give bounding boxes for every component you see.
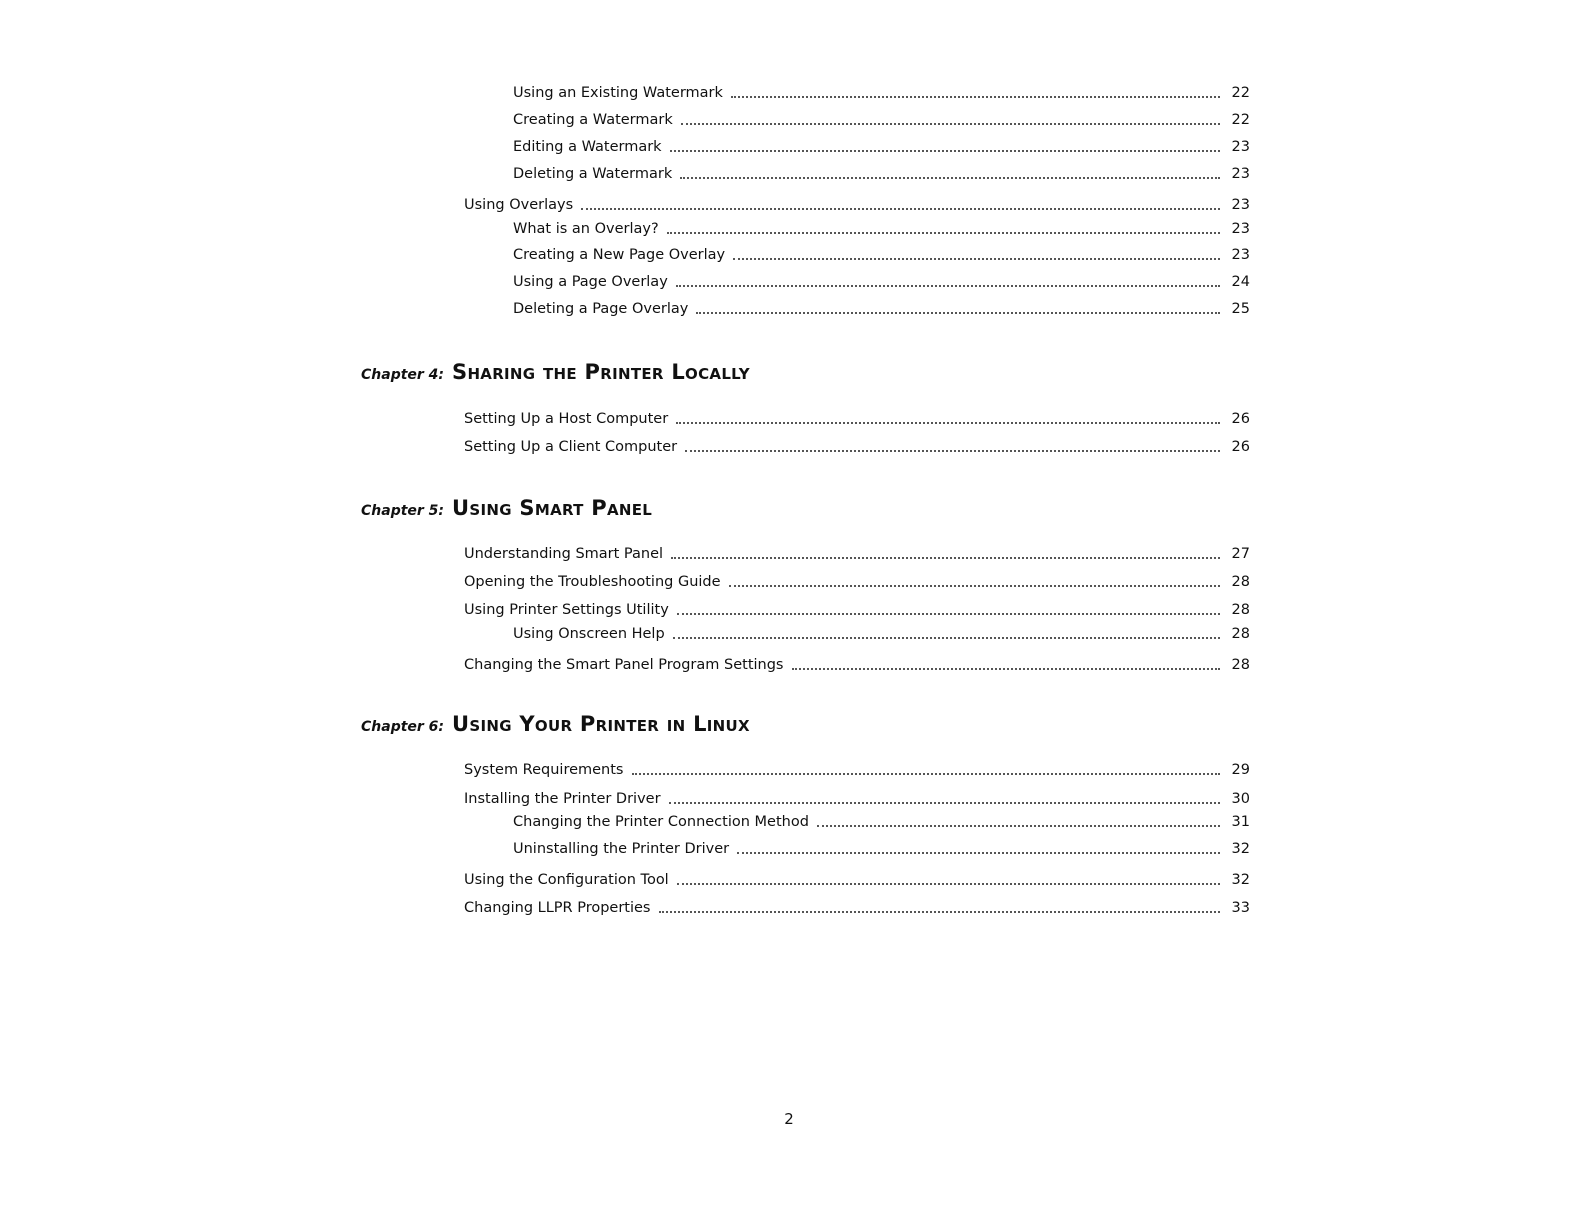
dot-leader bbox=[659, 911, 1221, 913]
dot-leader bbox=[696, 312, 1220, 314]
toc-entry[interactable] bbox=[513, 132, 1250, 156]
chapter-title: Using Smart Panel bbox=[452, 496, 653, 520]
toc-entry[interactable] bbox=[464, 432, 1250, 456]
toc-entry-title: Setting Up a Client Computer bbox=[464, 439, 678, 455]
dot-leader bbox=[671, 557, 1220, 559]
toc-entry-page: 30 bbox=[1231, 791, 1250, 807]
chapter-label: Chapter 4: bbox=[361, 367, 445, 383]
toc-entry-page: 22 bbox=[1231, 85, 1250, 101]
toc-entry-page: 23 bbox=[1231, 247, 1250, 263]
dot-leader bbox=[676, 285, 1220, 287]
toc-entry-page: 25 bbox=[1231, 301, 1250, 317]
chapter-title: Sharing the Printer Locally bbox=[452, 360, 750, 384]
chapter-label: Chapter 6: bbox=[361, 719, 445, 735]
toc-entry-title: Changing LLPR Properties bbox=[464, 900, 651, 916]
dot-leader bbox=[729, 585, 1220, 587]
toc-entry[interactable] bbox=[464, 755, 1250, 779]
toc-entry-page: 26 bbox=[1231, 439, 1250, 455]
toc-entry-title: Using Onscreen Help bbox=[513, 626, 665, 642]
toc-entry[interactable] bbox=[464, 865, 1250, 889]
chapter-6-heading[interactable] bbox=[361, 712, 750, 742]
chapter-label: Chapter 5: bbox=[361, 503, 445, 519]
toc-entry[interactable] bbox=[464, 567, 1250, 591]
toc-entry-title: Using a Page Overlay bbox=[513, 274, 668, 290]
dot-leader bbox=[581, 208, 1220, 210]
dot-leader bbox=[680, 177, 1220, 179]
chapter-title: Using Your Printer in Linux bbox=[452, 712, 750, 736]
toc-entry-page: 29 bbox=[1231, 762, 1250, 778]
dot-leader bbox=[669, 802, 1220, 804]
toc-entry[interactable] bbox=[513, 240, 1250, 264]
toc-entry-title: Creating a Watermark bbox=[513, 112, 673, 128]
toc-entry-title: Understanding Smart Panel bbox=[464, 546, 664, 562]
toc-entry-title: Deleting a Watermark bbox=[513, 166, 673, 182]
toc-entry[interactable] bbox=[464, 404, 1250, 428]
toc-entry-page: 22 bbox=[1231, 112, 1250, 128]
page-number: 2 bbox=[784, 1110, 794, 1128]
dot-leader bbox=[670, 150, 1220, 152]
toc-entry[interactable] bbox=[513, 834, 1250, 858]
toc-entry[interactable] bbox=[464, 190, 1250, 214]
dot-leader bbox=[817, 825, 1220, 827]
toc-entry-page: 32 bbox=[1231, 872, 1250, 888]
toc-entry[interactable] bbox=[513, 78, 1250, 102]
toc-entry-page: 23 bbox=[1231, 221, 1250, 237]
toc-entry-title: Setting Up a Host Computer bbox=[464, 411, 669, 427]
toc-entry-page: 28 bbox=[1231, 626, 1250, 642]
dot-leader bbox=[685, 450, 1220, 452]
dot-leader bbox=[677, 883, 1220, 885]
toc-entry-page: 23 bbox=[1231, 139, 1250, 155]
dot-leader bbox=[676, 422, 1220, 424]
dot-leader bbox=[731, 96, 1220, 98]
dot-leader bbox=[667, 232, 1220, 234]
toc-entry-title: Changing the Printer Connection Method bbox=[513, 814, 809, 830]
dot-leader bbox=[673, 637, 1220, 639]
toc-entry-title: What is an Overlay? bbox=[513, 221, 659, 237]
toc-entry-title: Using Printer Settings Utility bbox=[464, 602, 669, 618]
toc-entry-page: 27 bbox=[1231, 546, 1250, 562]
toc-entry-title: Uninstalling the Printer Driver bbox=[513, 841, 730, 857]
dot-leader bbox=[737, 852, 1220, 854]
toc-entry-page: 32 bbox=[1231, 841, 1250, 857]
toc-entry-title: Opening the Troubleshooting Guide bbox=[464, 574, 721, 590]
toc-entry-page: 23 bbox=[1231, 166, 1250, 182]
toc-entry-title: Changing the Smart Panel Program Settings bbox=[464, 657, 784, 673]
toc-entry[interactable] bbox=[513, 807, 1250, 831]
toc-entry[interactable] bbox=[513, 294, 1250, 318]
toc-entry-title: Creating a New Page Overlay bbox=[513, 247, 726, 263]
dot-leader bbox=[677, 613, 1220, 615]
toc-entry-page: 33 bbox=[1231, 900, 1250, 916]
toc-entry[interactable] bbox=[464, 539, 1250, 563]
toc-entry[interactable] bbox=[513, 267, 1250, 291]
dot-leader bbox=[632, 773, 1221, 775]
dot-leader bbox=[792, 668, 1221, 670]
toc-entry-page: 28 bbox=[1231, 657, 1250, 673]
chapter-4-heading[interactable] bbox=[361, 360, 750, 390]
toc-entry-page: 26 bbox=[1231, 411, 1250, 427]
toc-entry-title: Using the Configuration Tool bbox=[464, 872, 669, 888]
toc-entry[interactable] bbox=[513, 159, 1250, 183]
toc-entry[interactable] bbox=[513, 105, 1250, 129]
toc-entry[interactable] bbox=[513, 619, 1250, 643]
toc-entry-page: 31 bbox=[1231, 814, 1250, 830]
toc-entry-page: 23 bbox=[1231, 197, 1250, 213]
toc-entry[interactable] bbox=[464, 893, 1250, 917]
toc-entry[interactable] bbox=[513, 214, 1250, 238]
toc-entry-title: Deleting a Page Overlay bbox=[513, 301, 689, 317]
toc-entry-page: 28 bbox=[1231, 574, 1250, 590]
toc-entry[interactable] bbox=[464, 595, 1250, 619]
dot-leader bbox=[733, 258, 1220, 260]
toc-entry[interactable] bbox=[464, 784, 1250, 808]
chapter-5-heading[interactable] bbox=[361, 496, 652, 526]
toc-entry-title: Using an Existing Watermark bbox=[513, 85, 723, 101]
toc-entry-title: System Requirements bbox=[464, 762, 624, 778]
toc-entry-title: Installing the Printer Driver bbox=[464, 791, 661, 807]
toc-entry-page: 28 bbox=[1231, 602, 1250, 618]
toc-entry-title: Editing a Watermark bbox=[513, 139, 662, 155]
toc-entry-title: Using Overlays bbox=[464, 197, 574, 213]
toc-entry-page: 24 bbox=[1231, 274, 1250, 290]
toc-entry[interactable] bbox=[464, 650, 1250, 674]
dot-leader bbox=[681, 123, 1220, 125]
